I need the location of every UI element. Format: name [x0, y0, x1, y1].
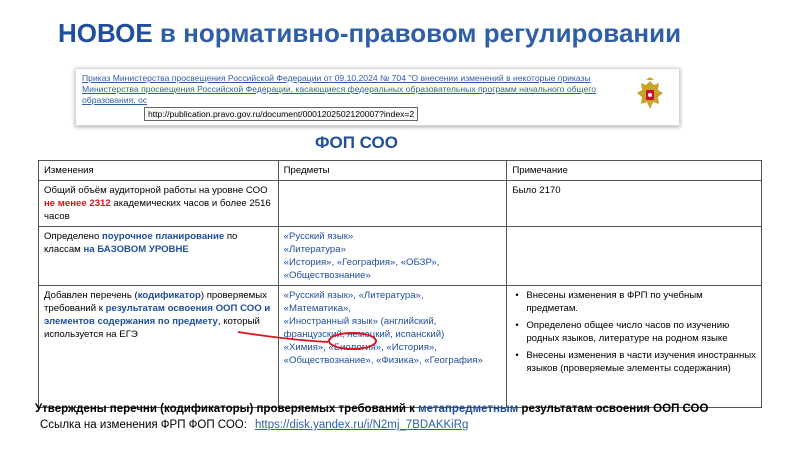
row3-subjects	[278, 286, 507, 408]
title-prefix: НОВОЕ	[58, 18, 153, 48]
footer-link-label: Ссылка на изменения ФРП ФОП СОО:	[40, 419, 247, 431]
biology-highlight-oval	[328, 332, 377, 350]
row1-subjects	[278, 181, 507, 227]
row2-note	[507, 227, 762, 286]
order-link-text[interactable]: Приказ Министерства просвещения Российской Федерации от 09.10.2024 № 704 "О внесении изменений в некоторые приказы Министерства просвещения Российской Федерации, касающиеся федеральных образовательных программ начального общего образования, ос	[82, 73, 597, 105]
row2-subjects	[278, 227, 507, 286]
changes-table	[38, 160, 762, 408]
row3-text-a: Добавлен перечень (	[44, 290, 138, 301]
row2-text-a: Определено	[44, 231, 102, 242]
section-title: ФОП СОО	[315, 133, 398, 152]
row1-change	[39, 181, 279, 227]
title-rest: в нормативно-правовом регулировании	[152, 18, 682, 48]
table-row	[39, 227, 762, 286]
page-title	[58, 18, 681, 49]
subject-line: «Русский язык»	[283, 231, 354, 242]
list-item: • Определено общее число часов по изучению родных языков, литературе на родном языке	[512, 319, 756, 345]
list-item: • Внесены изменения в части изучения иностранных языков (проверяемые элементы содержания)	[512, 349, 756, 375]
footer-text-blue: метапредметным	[418, 403, 519, 415]
header-changes: Изменения	[39, 161, 279, 181]
table-row	[39, 286, 762, 408]
footer-text-b: результатам освоения ООП СОО	[518, 403, 709, 415]
emblem-icon	[635, 77, 665, 115]
subject-line: «История», «География», «ОБЗР»,	[283, 257, 440, 268]
row3-change	[39, 286, 279, 408]
row3-text-c: , который используется на ЕГЭ	[44, 316, 260, 340]
url-tooltip: http://publication.pravo.gov.ru/document/0001202502120007?index=2	[144, 107, 418, 121]
table-header-row	[39, 161, 762, 181]
notes-list	[512, 289, 756, 375]
row1-note: Было 2170	[507, 181, 762, 227]
subject-line: «Иностранный язык» (английский,	[283, 316, 437, 327]
row1-text-a: Общий объём аудиторной работы на уровне СОО	[44, 185, 268, 196]
row3-text-blue1: кодификатор	[137, 290, 201, 301]
header-subjects: Предметы	[278, 161, 507, 181]
header-notes: Примечание	[507, 161, 762, 181]
row1-text-b: академических часов и более 2516 часов	[44, 198, 271, 222]
subject-line: французский, немецкий, испанский)	[283, 329, 445, 340]
yandex-disk-link[interactable]: https://disk.yandex.ru/i/N2mj_7BDAKKiRg	[254, 419, 469, 431]
subject-line: «Математика»,	[283, 303, 352, 314]
subject-line: «Литература»	[283, 244, 346, 255]
order-document-card[interactable]	[75, 68, 680, 126]
subject-line: «Химия», «Биология», «История»,	[283, 342, 437, 353]
row3-text-b: ) проверяемых требований к	[44, 290, 267, 314]
subject-line: «Русский язык», «Литература»,	[283, 290, 424, 301]
row2-text-b: по классам	[44, 231, 238, 255]
subject-line: «Обществознание»	[283, 270, 371, 281]
subject-line: «Обществознание», «Физика», «География»	[283, 355, 483, 366]
table-row	[39, 181, 762, 227]
list-item: • Внесены изменения в ФРП по учебным предметам.	[512, 289, 756, 315]
row2-text-blue1: поурочное планирование	[101, 231, 225, 242]
row2-change	[39, 227, 279, 286]
row3-text-blue2: результатам освоения ООП СОО и элементов содержания по предмету	[44, 303, 271, 327]
row3-notes	[507, 286, 762, 408]
row1-text-red: не менее 2312	[44, 198, 111, 209]
footer-link-line	[40, 419, 468, 431]
footer-statement	[35, 403, 708, 415]
footer-text-a: Утверждены перечни (кодификаторы) проверяемых требований к	[35, 403, 419, 415]
row2-text-blue2: на БАЗОВОМ УРОВНЕ	[83, 244, 189, 255]
